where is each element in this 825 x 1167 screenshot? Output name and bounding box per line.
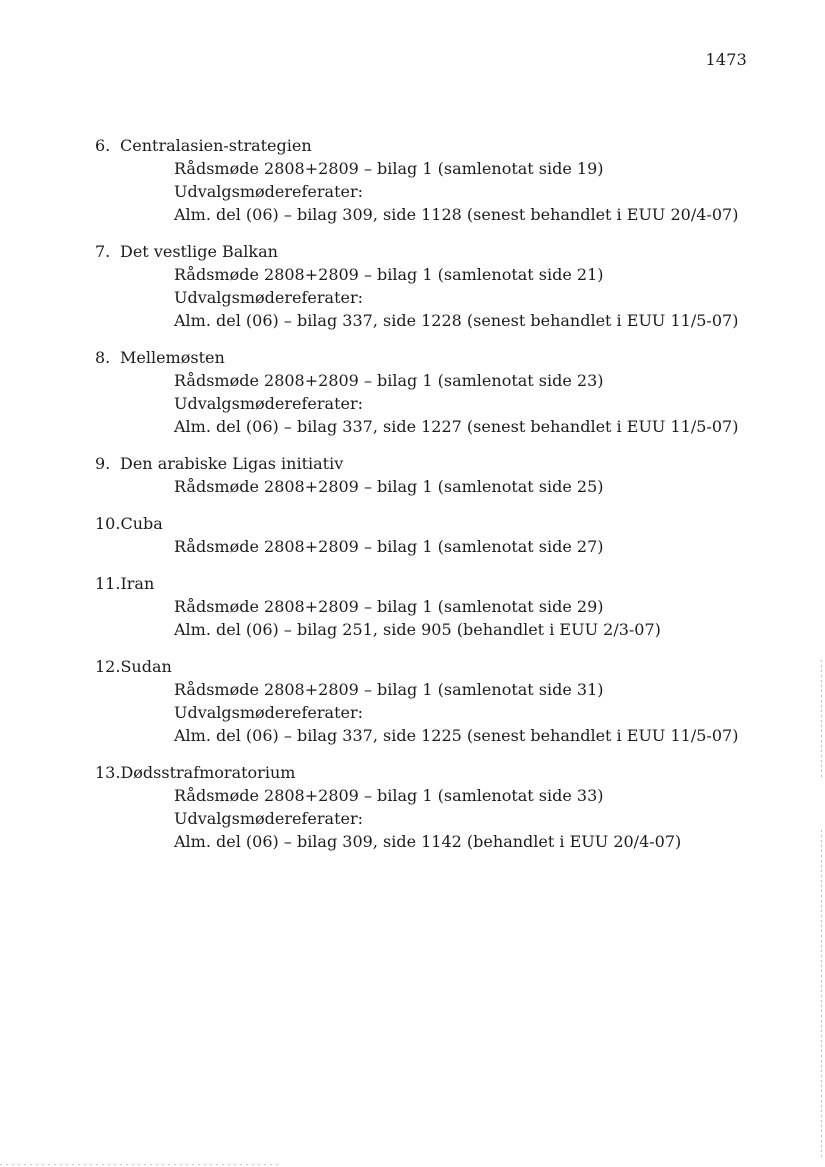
agenda-item-title: Det vestlige Balkan — [120, 242, 278, 261]
agenda-item-heading — [95, 452, 755, 475]
agenda-item-title: Dødsstrafmoratorium — [120, 763, 296, 782]
agenda-item-title: Mellemøsten — [120, 348, 225, 367]
agenda-item — [95, 346, 755, 438]
agenda-item — [95, 240, 755, 332]
agenda-item-references — [95, 157, 755, 226]
agenda-item-references — [95, 535, 755, 558]
agenda-item-heading — [95, 572, 755, 595]
reference-line: Rådsmøde 2808+2809 – bilag 1 (samlenotat side 19) — [174, 159, 604, 178]
reference-line: Alm. del (06) – bilag 337, side 1228 (senest behandlet i EUU 11/5-07) — [174, 311, 739, 330]
agenda-item-title: Sudan — [120, 657, 172, 676]
agenda-item-heading — [95, 761, 755, 784]
agenda-item-references — [95, 475, 755, 498]
agenda-item-heading — [95, 134, 755, 157]
reference-line: Udvalgsmødereferater: — [174, 182, 364, 201]
agenda-item — [95, 512, 755, 558]
reference-line: Rådsmøde 2808+2809 – bilag 1 (samlenotat side 25) — [174, 477, 604, 496]
reference-line: Rådsmøde 2808+2809 – bilag 1 (samlenotat side 33) — [174, 786, 604, 805]
agenda-item-number: 7. — [95, 242, 111, 261]
agenda-item — [95, 655, 755, 747]
agenda-item-title: Centralasien-strategien — [120, 136, 312, 155]
agenda-item-references — [95, 784, 755, 853]
agenda-item-references — [95, 369, 755, 438]
agenda-item — [95, 134, 755, 226]
agenda-item-heading — [95, 346, 755, 369]
agenda-item-title: Cuba — [120, 514, 163, 533]
page-number: 1473 — [705, 50, 747, 69]
reference-line: Udvalgsmødereferater: — [174, 288, 364, 307]
reference-line: Alm. del (06) – bilag 251, side 905 (behandlet i EUU 2/3-07) — [174, 620, 661, 639]
agenda-item-number: 11. — [95, 574, 121, 593]
reference-line: Rådsmøde 2808+2809 – bilag 1 (samlenotat side 23) — [174, 371, 604, 390]
agenda-item-number: 13. — [95, 763, 121, 782]
scan-edge-mark — [821, 830, 822, 1160]
reference-line: Alm. del (06) – bilag 337, side 1225 (senest behandlet i EUU 11/5-07) — [174, 726, 739, 745]
reference-line: Rådsmøde 2808+2809 – bilag 1 (samlenotat side 21) — [174, 265, 604, 284]
reference-line: Alm. del (06) – bilag 337, side 1227 (senest behandlet i EUU 11/5-07) — [174, 417, 739, 436]
reference-line: Udvalgsmødereferater: — [174, 703, 364, 722]
agenda-item-number: 12. — [95, 657, 121, 676]
agenda-item-references — [95, 678, 755, 747]
agenda-item-heading — [95, 512, 755, 535]
reference-line: Udvalgsmødereferater: — [174, 809, 364, 828]
agenda-item — [95, 572, 755, 641]
agenda-item-heading — [95, 240, 755, 263]
reference-line: Rådsmøde 2808+2809 – bilag 1 (samlenotat side 31) — [174, 680, 604, 699]
agenda-item-references — [95, 263, 755, 332]
reference-line: Udvalgsmødereferater: — [174, 394, 364, 413]
reference-line: Alm. del (06) – bilag 309, side 1142 (behandlet i EUU 20/4-07) — [174, 832, 682, 851]
scan-edge-mark — [821, 660, 822, 780]
reference-line: Rådsmøde 2808+2809 – bilag 1 (samlenotat side 27) — [174, 537, 604, 556]
reference-line: Alm. del (06) – bilag 309, side 1128 (senest behandlet i EUU 20/4-07) — [174, 205, 739, 224]
reference-line: Rådsmøde 2808+2809 – bilag 1 (samlenotat side 29) — [174, 597, 604, 616]
agenda-list — [95, 134, 755, 853]
agenda-item-references — [95, 595, 755, 641]
agenda-item-number: 10. — [95, 514, 121, 533]
scan-bottom-mark — [0, 1164, 280, 1165]
agenda-item-number: 6. — [95, 136, 111, 155]
agenda-item-title: Iran — [120, 574, 155, 593]
agenda-item-number: 8. — [95, 348, 111, 367]
agenda-item — [95, 761, 755, 853]
agenda-item-title: Den arabiske Ligas initiativ — [120, 454, 344, 473]
agenda-item-heading — [95, 655, 755, 678]
agenda-item — [95, 452, 755, 498]
agenda-item-number: 9. — [95, 454, 111, 473]
